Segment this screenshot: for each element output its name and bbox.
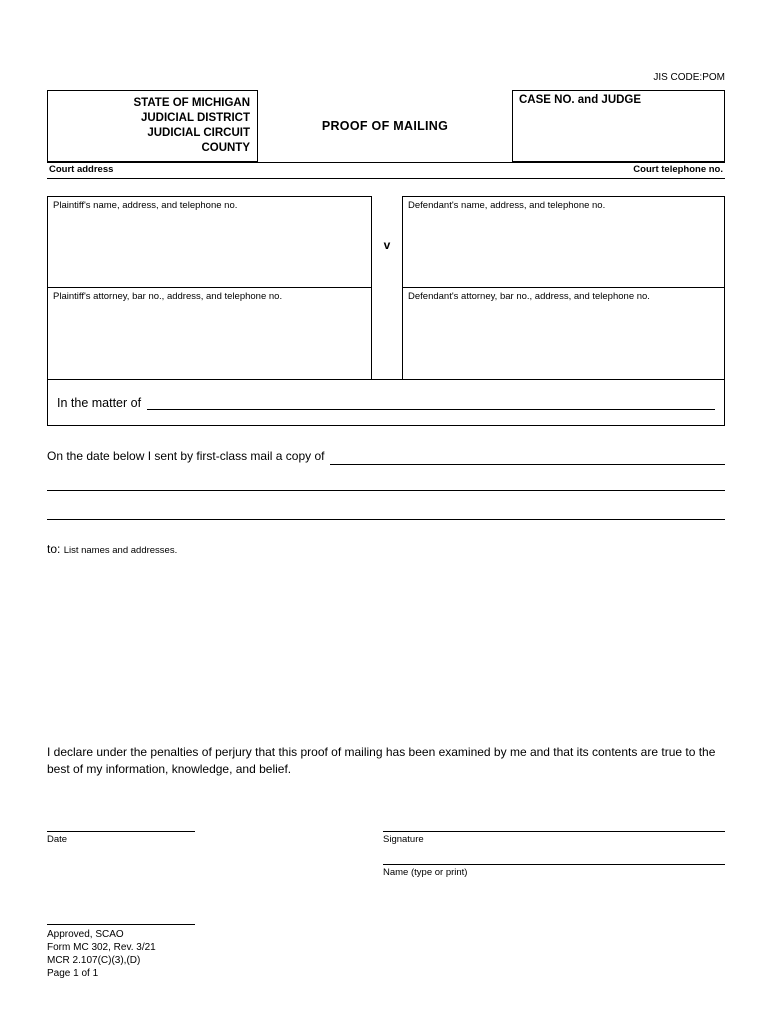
footer-page-number: Page 1 of 1 [47, 968, 99, 979]
matter-label: In the matter of [57, 395, 142, 410]
defendant-attorney-label: Defendant's attorney, bar no., address, and telephone no. [408, 291, 650, 302]
form-header [47, 90, 725, 162]
footer-rule-citation: MCR 2.107(C)(3),(D) [47, 955, 141, 966]
footer-divider [47, 924, 195, 925]
plaintiff-attorney-box[interactable] [47, 287, 372, 380]
signature-fill-line[interactable] [383, 801, 725, 832]
court-line-county: COUNTY [201, 142, 250, 154]
court-address-row[interactable] [47, 162, 725, 179]
court-address-label: Court address [49, 164, 114, 175]
blank-fill-line-2[interactable] [47, 519, 725, 520]
versus-label: v [383, 238, 391, 252]
court-identity-box[interactable] [47, 90, 258, 162]
plaintiff-name-box[interactable] [47, 196, 372, 288]
mailing-statement-row [47, 449, 725, 465]
name-fill-line[interactable] [383, 833, 725, 865]
court-line-district: JUDICIAL DISTRICT [140, 112, 250, 124]
court-telephone-label: Court telephone no. [633, 164, 723, 175]
footer-form-number: Form MC 302, Rev. 3/21 [47, 942, 156, 953]
copy-of-fill-line[interactable] [330, 449, 725, 465]
declaration-text: I declare under the penalties of perjury that this proof of mailing has been examined by me and that its contents are true to the best of my information, knowledge, and belief. [47, 745, 716, 776]
blank-fill-line-1[interactable] [47, 490, 725, 491]
recipients-area[interactable] [47, 562, 725, 737]
mailing-statement-label: On the date below I sent by first-class mail a copy of [47, 449, 325, 463]
date-label: Date [47, 834, 68, 845]
name-field [383, 833, 725, 878]
form-title: PROOF OF MAILING [321, 119, 449, 133]
plaintiff-attorney-label: Plaintiff's attorney, bar no., address, and telephone no. [53, 291, 283, 302]
to-label: to: [47, 542, 61, 556]
date-fill-line[interactable] [47, 801, 195, 832]
case-number-label: CASE NO. and JUDGE [519, 94, 642, 106]
matter-fill-line[interactable] [147, 395, 715, 410]
court-line-state: STATE OF MICHIGAN [133, 97, 250, 109]
form-footer [47, 924, 195, 980]
court-line-circuit: JUDICIAL CIRCUIT [147, 127, 250, 139]
to-instruction: List names and addresses. [63, 545, 178, 556]
defendant-attorney-box[interactable] [402, 287, 725, 380]
case-number-box[interactable] [512, 90, 725, 162]
to-row [47, 542, 177, 556]
date-field [47, 801, 195, 845]
plaintiff-name-label: Plaintiff's name, address, and telephone no. [53, 200, 238, 211]
defendant-name-box[interactable] [402, 196, 725, 288]
signature-label: Signature [383, 834, 424, 845]
matter-row [47, 379, 725, 426]
defendant-name-label: Defendant's name, address, and telephone no. [408, 200, 606, 211]
name-label: Name (type or print) [383, 867, 468, 878]
footer-approved: Approved, SCAO [47, 929, 124, 940]
jis-code: JIS CODE:POM [653, 72, 725, 83]
